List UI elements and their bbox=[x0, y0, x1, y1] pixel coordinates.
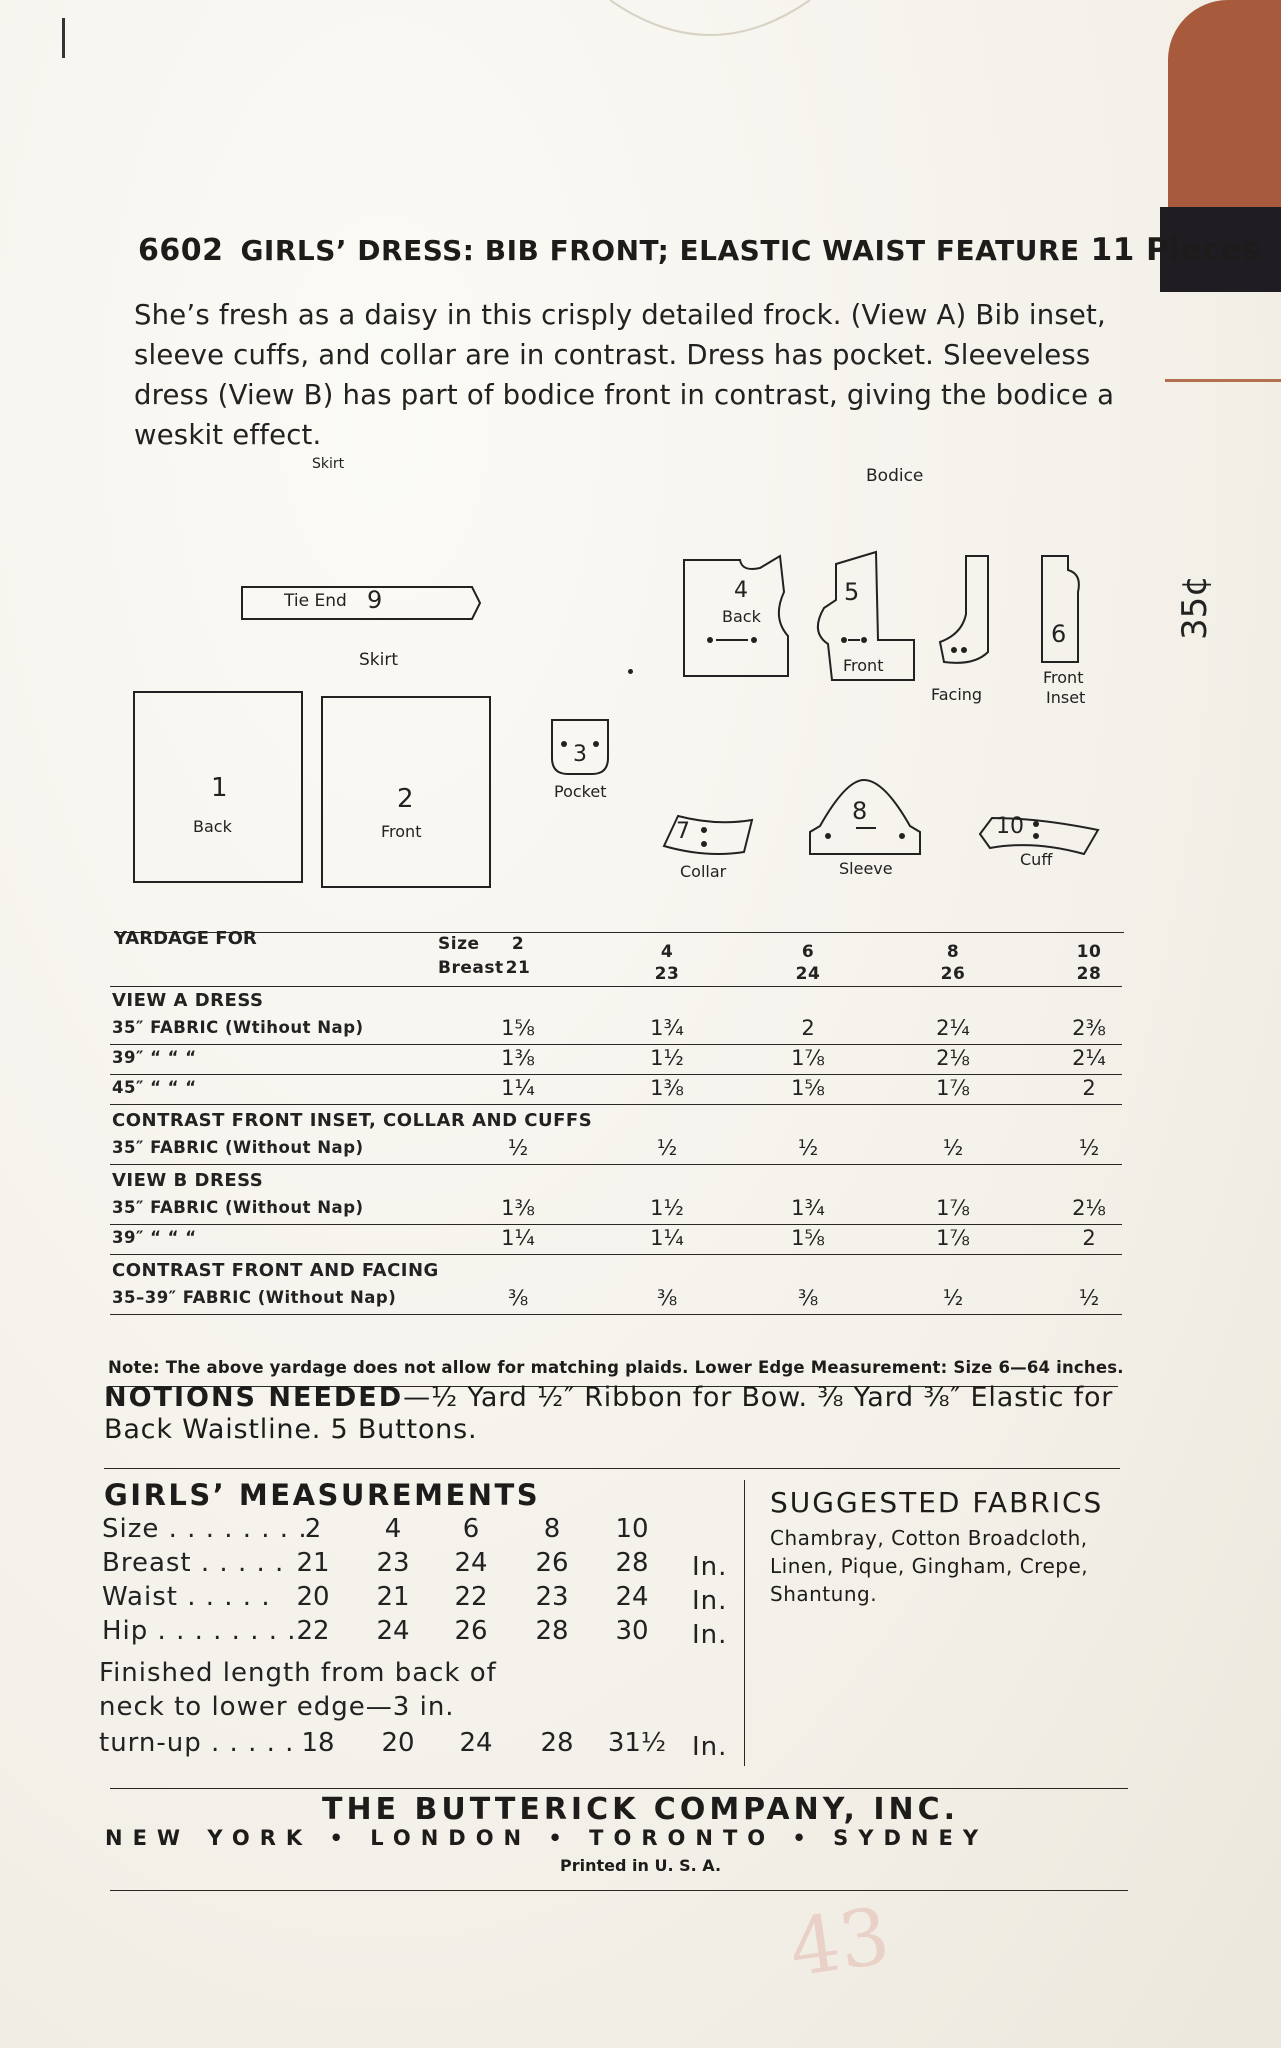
yardage-value: 2¼ bbox=[936, 1016, 970, 1040]
pattern-description: She’s fresh as a daisy in this crisply detailed frock. (View A) Bib inset, sleeve cuffs, and collar are in contrast. Dress has pocket. Sleeveless dress (View B) has part of bodice front in contrast, giving the bodice a weskit effect. bbox=[134, 299, 1115, 451]
measure-value: 21 bbox=[376, 1582, 410, 1612]
notions-needed bbox=[104, 1382, 1134, 1446]
envelope-notch bbox=[600, 0, 820, 50]
front-inset-piece bbox=[1038, 552, 1086, 668]
yardage-row-label: 35″ FABRIC (Wtihout Nap) bbox=[112, 1018, 364, 1037]
yardage-value: 1⅞ bbox=[936, 1226, 970, 1250]
yardage-breast-6: 24 bbox=[795, 964, 821, 984]
measure-value: 22 bbox=[454, 1582, 488, 1612]
yardage-value: 1¼ bbox=[501, 1076, 535, 1100]
measure-value: 6 bbox=[462, 1514, 480, 1544]
printed-in: Printed in U. S. A. bbox=[559, 1856, 722, 1875]
measure-value: 26 bbox=[535, 1548, 569, 1578]
yardage-row-rule bbox=[110, 1044, 1122, 1045]
yardage-value: 1¼ bbox=[650, 1226, 684, 1250]
tie-end-piece bbox=[240, 584, 485, 624]
turnup-unit: In. bbox=[692, 1732, 728, 1762]
yardage-value: ½ bbox=[942, 1286, 964, 1310]
yardage-value: 1⅞ bbox=[791, 1046, 825, 1070]
yardage-row-rule bbox=[110, 1224, 1122, 1225]
measure-value: 20 bbox=[296, 1582, 330, 1612]
turnup-label: turn-up . . . . . bbox=[99, 1728, 295, 1758]
turnup-value: 31½ bbox=[607, 1728, 667, 1758]
bodice-front-label: Front bbox=[843, 656, 884, 675]
envelope-flap-line bbox=[1165, 379, 1281, 382]
yardage-rule bbox=[110, 986, 1122, 987]
skirt-back-label: Back bbox=[193, 817, 232, 836]
yardage-row-rule bbox=[110, 1254, 1122, 1255]
yardage-row-rule bbox=[110, 1314, 1122, 1315]
city-separator: • bbox=[312, 1826, 371, 1850]
handwritten-stamp: 43 bbox=[784, 1891, 896, 1995]
measure-value: 2 bbox=[304, 1514, 322, 1544]
yardage-note: Note: The above yardage does not allow for matching plaids. Lower Edge Measurement: Size 6—64 inches. bbox=[108, 1358, 1124, 1377]
yardage-value: 1⅝ bbox=[791, 1226, 825, 1250]
yardage-value: 1⅝ bbox=[501, 1016, 535, 1040]
yardage-size-4: 4 bbox=[660, 942, 674, 962]
skirt-front-number: 2 bbox=[397, 784, 414, 814]
yardage-breast-8: 26 bbox=[940, 964, 966, 984]
measure-value: 26 bbox=[454, 1616, 488, 1646]
sleeve-label: Sleeve bbox=[839, 859, 893, 878]
yardage-row-rule bbox=[110, 1104, 1122, 1105]
cuff-label: Cuff bbox=[1020, 850, 1053, 869]
measure-value: 10 bbox=[615, 1514, 649, 1544]
pattern-pieces: 11 Pieces bbox=[1090, 232, 1262, 268]
yardage-breast-4: 23 bbox=[654, 964, 680, 984]
tie-end-label: Tie End bbox=[284, 591, 347, 611]
yardage-row-rule bbox=[110, 1164, 1122, 1165]
measure-value: 23 bbox=[535, 1582, 569, 1612]
tie-end-number: 9 bbox=[367, 586, 383, 614]
yardage-top-rule bbox=[114, 932, 1124, 933]
yardage-value: 1¾ bbox=[791, 1196, 825, 1220]
notions-rule bbox=[104, 1468, 1120, 1469]
company-cities bbox=[105, 1826, 1145, 1850]
yardage-value: 1⅝ bbox=[791, 1076, 825, 1100]
yardage-value: ½ bbox=[1078, 1286, 1100, 1310]
skirt-back-number: 1 bbox=[211, 773, 228, 803]
yardage-row-label: 35″ FABRIC (Without Nap) bbox=[112, 1138, 364, 1157]
yardage-size-10: 10 bbox=[1076, 942, 1102, 962]
stray-dot bbox=[628, 669, 633, 674]
yardage-row-label: 35–39″ FABRIC (Without Nap) bbox=[112, 1288, 397, 1307]
breast-label: Breast bbox=[438, 958, 504, 978]
turnup-value: 24 bbox=[459, 1728, 493, 1758]
finished-length-line-1: Finished length from back of bbox=[99, 1658, 497, 1688]
turnup-value: 20 bbox=[381, 1728, 415, 1758]
measure-unit: In. bbox=[692, 1552, 728, 1582]
pattern-number: 6602 bbox=[138, 233, 224, 268]
yardage-value: ½ bbox=[797, 1136, 819, 1160]
yardage-value: 2⅜ bbox=[1072, 1016, 1106, 1040]
skirt-front-label: Front bbox=[381, 822, 422, 841]
yardage-value: ½ bbox=[942, 1136, 964, 1160]
skirt-label: Skirt bbox=[359, 650, 399, 670]
suggested-fabrics-list: Chambray, Cotton Broadcloth, Linen, Pique, Gingham, Crepe, Shantung. bbox=[770, 1526, 1089, 1606]
yardage-value: 1⅞ bbox=[936, 1196, 970, 1220]
column-divider bbox=[744, 1480, 745, 1766]
bodice-label: Bodice bbox=[866, 466, 924, 486]
notions-label: NOTIONS NEEDED bbox=[104, 1382, 404, 1413]
yardage-value: ⅜ bbox=[797, 1286, 819, 1310]
pattern-title: GIRLS’ DRESS: BIB FRONT; ELASTIC WAIST FEATURE bbox=[240, 234, 1080, 267]
cuff-number: 10 bbox=[996, 814, 1024, 839]
yardage-value: 2 bbox=[1082, 1226, 1096, 1250]
yardage-row-label: 39″ “ “ “ bbox=[112, 1048, 197, 1067]
yardage-value: ⅜ bbox=[507, 1286, 529, 1310]
notions-text: —½ Yard ½″ Ribbon for Bow. ⅜ Yard ⅜″ Elastic for Back Waistline. 5 Buttons. bbox=[104, 1382, 1114, 1445]
city-sydney: SYDNEY bbox=[833, 1826, 989, 1850]
skirt-top-label: Skirt bbox=[312, 456, 345, 472]
yardage-row-label: 45″ “ “ “ bbox=[112, 1078, 197, 1097]
turnup-value: 18 bbox=[301, 1728, 335, 1758]
measure-row-label: Size . . . . . . . . bbox=[102, 1514, 308, 1544]
yardage-value: 2 bbox=[801, 1016, 815, 1040]
size-label: Size bbox=[438, 934, 480, 954]
yardage-row-label: 35″ FABRIC (Without Nap) bbox=[112, 1198, 364, 1217]
margin-mark bbox=[62, 18, 65, 58]
yardage-value: 1¾ bbox=[650, 1016, 684, 1040]
yardage-value: 2 bbox=[1082, 1076, 1096, 1100]
measure-row-label: Hip . . . . . . . . bbox=[102, 1616, 297, 1646]
city-london: LONDON bbox=[370, 1826, 532, 1850]
city-separator: • bbox=[531, 1826, 590, 1850]
yardage-value: ½ bbox=[507, 1136, 529, 1160]
measure-value: 4 bbox=[384, 1514, 402, 1544]
measure-unit: In. bbox=[692, 1586, 728, 1616]
yardage-size-6: 6 bbox=[801, 942, 815, 962]
measure-value: 8 bbox=[543, 1514, 561, 1544]
yardage-value: ⅜ bbox=[656, 1286, 678, 1310]
pocket-number: 3 bbox=[573, 742, 587, 767]
company-name: THE BUTTERICK COMPANY, INC. bbox=[321, 1792, 960, 1827]
yardage-value: 1⅞ bbox=[936, 1076, 970, 1100]
measure-unit: In. bbox=[692, 1620, 728, 1650]
yardage-section-title: CONTRAST FRONT INSET, COLLAR AND CUFFS bbox=[112, 1110, 593, 1131]
yardage-value: 1½ bbox=[650, 1196, 684, 1220]
yardage-value: ½ bbox=[1078, 1136, 1100, 1160]
front-inset-label-2: Inset bbox=[1046, 688, 1086, 707]
footer-top-rule bbox=[110, 1788, 1128, 1789]
measure-value: 21 bbox=[296, 1548, 330, 1578]
measure-value: 24 bbox=[376, 1616, 410, 1646]
bodice-back-label: Back bbox=[722, 607, 761, 626]
pattern-heading bbox=[138, 232, 1262, 268]
front-inset-number: 6 bbox=[1051, 620, 1067, 648]
yardage-size-8: 8 bbox=[946, 942, 960, 962]
city-separator: • bbox=[775, 1826, 834, 1850]
facing-label: Facing bbox=[931, 685, 983, 704]
measurements-title: GIRLS’ MEASUREMENTS bbox=[104, 1478, 541, 1512]
measure-value: 28 bbox=[615, 1548, 649, 1578]
city-new-york: NEW YORK bbox=[105, 1826, 313, 1850]
yardage-section-title: CONTRAST FRONT AND FACING bbox=[112, 1260, 439, 1281]
yardage-breast-10: 28 bbox=[1076, 964, 1102, 984]
finished-length-line-2: neck to lower edge—3 in. bbox=[99, 1692, 455, 1722]
yardage-value: 1⅜ bbox=[501, 1046, 535, 1070]
measure-value: 24 bbox=[454, 1548, 488, 1578]
yardage-value: 1⅜ bbox=[501, 1196, 535, 1220]
yardage-value: 1⅜ bbox=[650, 1076, 684, 1100]
yardage-value: 1¼ bbox=[501, 1226, 535, 1250]
city-toronto: TORONTO bbox=[589, 1826, 776, 1850]
yardage-section-title: VIEW B DRESS bbox=[112, 1170, 264, 1191]
measure-value: 28 bbox=[535, 1616, 569, 1646]
measure-row-label: Waist . . . . . bbox=[102, 1582, 271, 1612]
yardage-row-rule bbox=[110, 1074, 1122, 1075]
measure-value: 24 bbox=[615, 1582, 649, 1612]
facing-piece bbox=[934, 552, 994, 672]
yardage-breast-2: 21 bbox=[505, 958, 531, 978]
sleeve-number: 8 bbox=[852, 797, 868, 825]
envelope-flap-brown bbox=[1168, 0, 1281, 207]
yardage-value: ½ bbox=[656, 1136, 678, 1160]
suggested-fabrics-title: SUGGESTED FABRICS bbox=[770, 1486, 1104, 1519]
yardage-value: 2⅛ bbox=[1072, 1196, 1106, 1220]
measure-row-label: Breast . . . . . bbox=[102, 1548, 285, 1578]
bodice-front-number: 5 bbox=[844, 578, 860, 606]
measure-value: 30 bbox=[615, 1616, 649, 1646]
yardage-section-title: VIEW A DRESS bbox=[112, 990, 264, 1011]
collar-number: 7 bbox=[676, 819, 690, 844]
yardage-value: 2⅛ bbox=[936, 1046, 970, 1070]
collar-piece bbox=[660, 812, 756, 862]
measure-value: 23 bbox=[376, 1548, 410, 1578]
yardage-value: 1½ bbox=[650, 1046, 684, 1070]
front-inset-label-1: Front bbox=[1043, 668, 1084, 687]
collar-label: Collar bbox=[680, 862, 727, 881]
measure-value: 22 bbox=[296, 1616, 330, 1646]
turnup-value: 28 bbox=[540, 1728, 574, 1758]
price-label: 35¢ bbox=[1175, 575, 1215, 640]
yardage-size-2: 2 bbox=[511, 934, 525, 954]
yardage-row-label: 39″ “ “ “ bbox=[112, 1228, 197, 1247]
pocket-label: Pocket bbox=[554, 782, 607, 801]
footer-bottom-rule bbox=[110, 1890, 1128, 1891]
yardage-value: 2¼ bbox=[1072, 1046, 1106, 1070]
yardage-header: YARDAGE FOR bbox=[114, 928, 257, 949]
bodice-back-number: 4 bbox=[734, 578, 748, 603]
